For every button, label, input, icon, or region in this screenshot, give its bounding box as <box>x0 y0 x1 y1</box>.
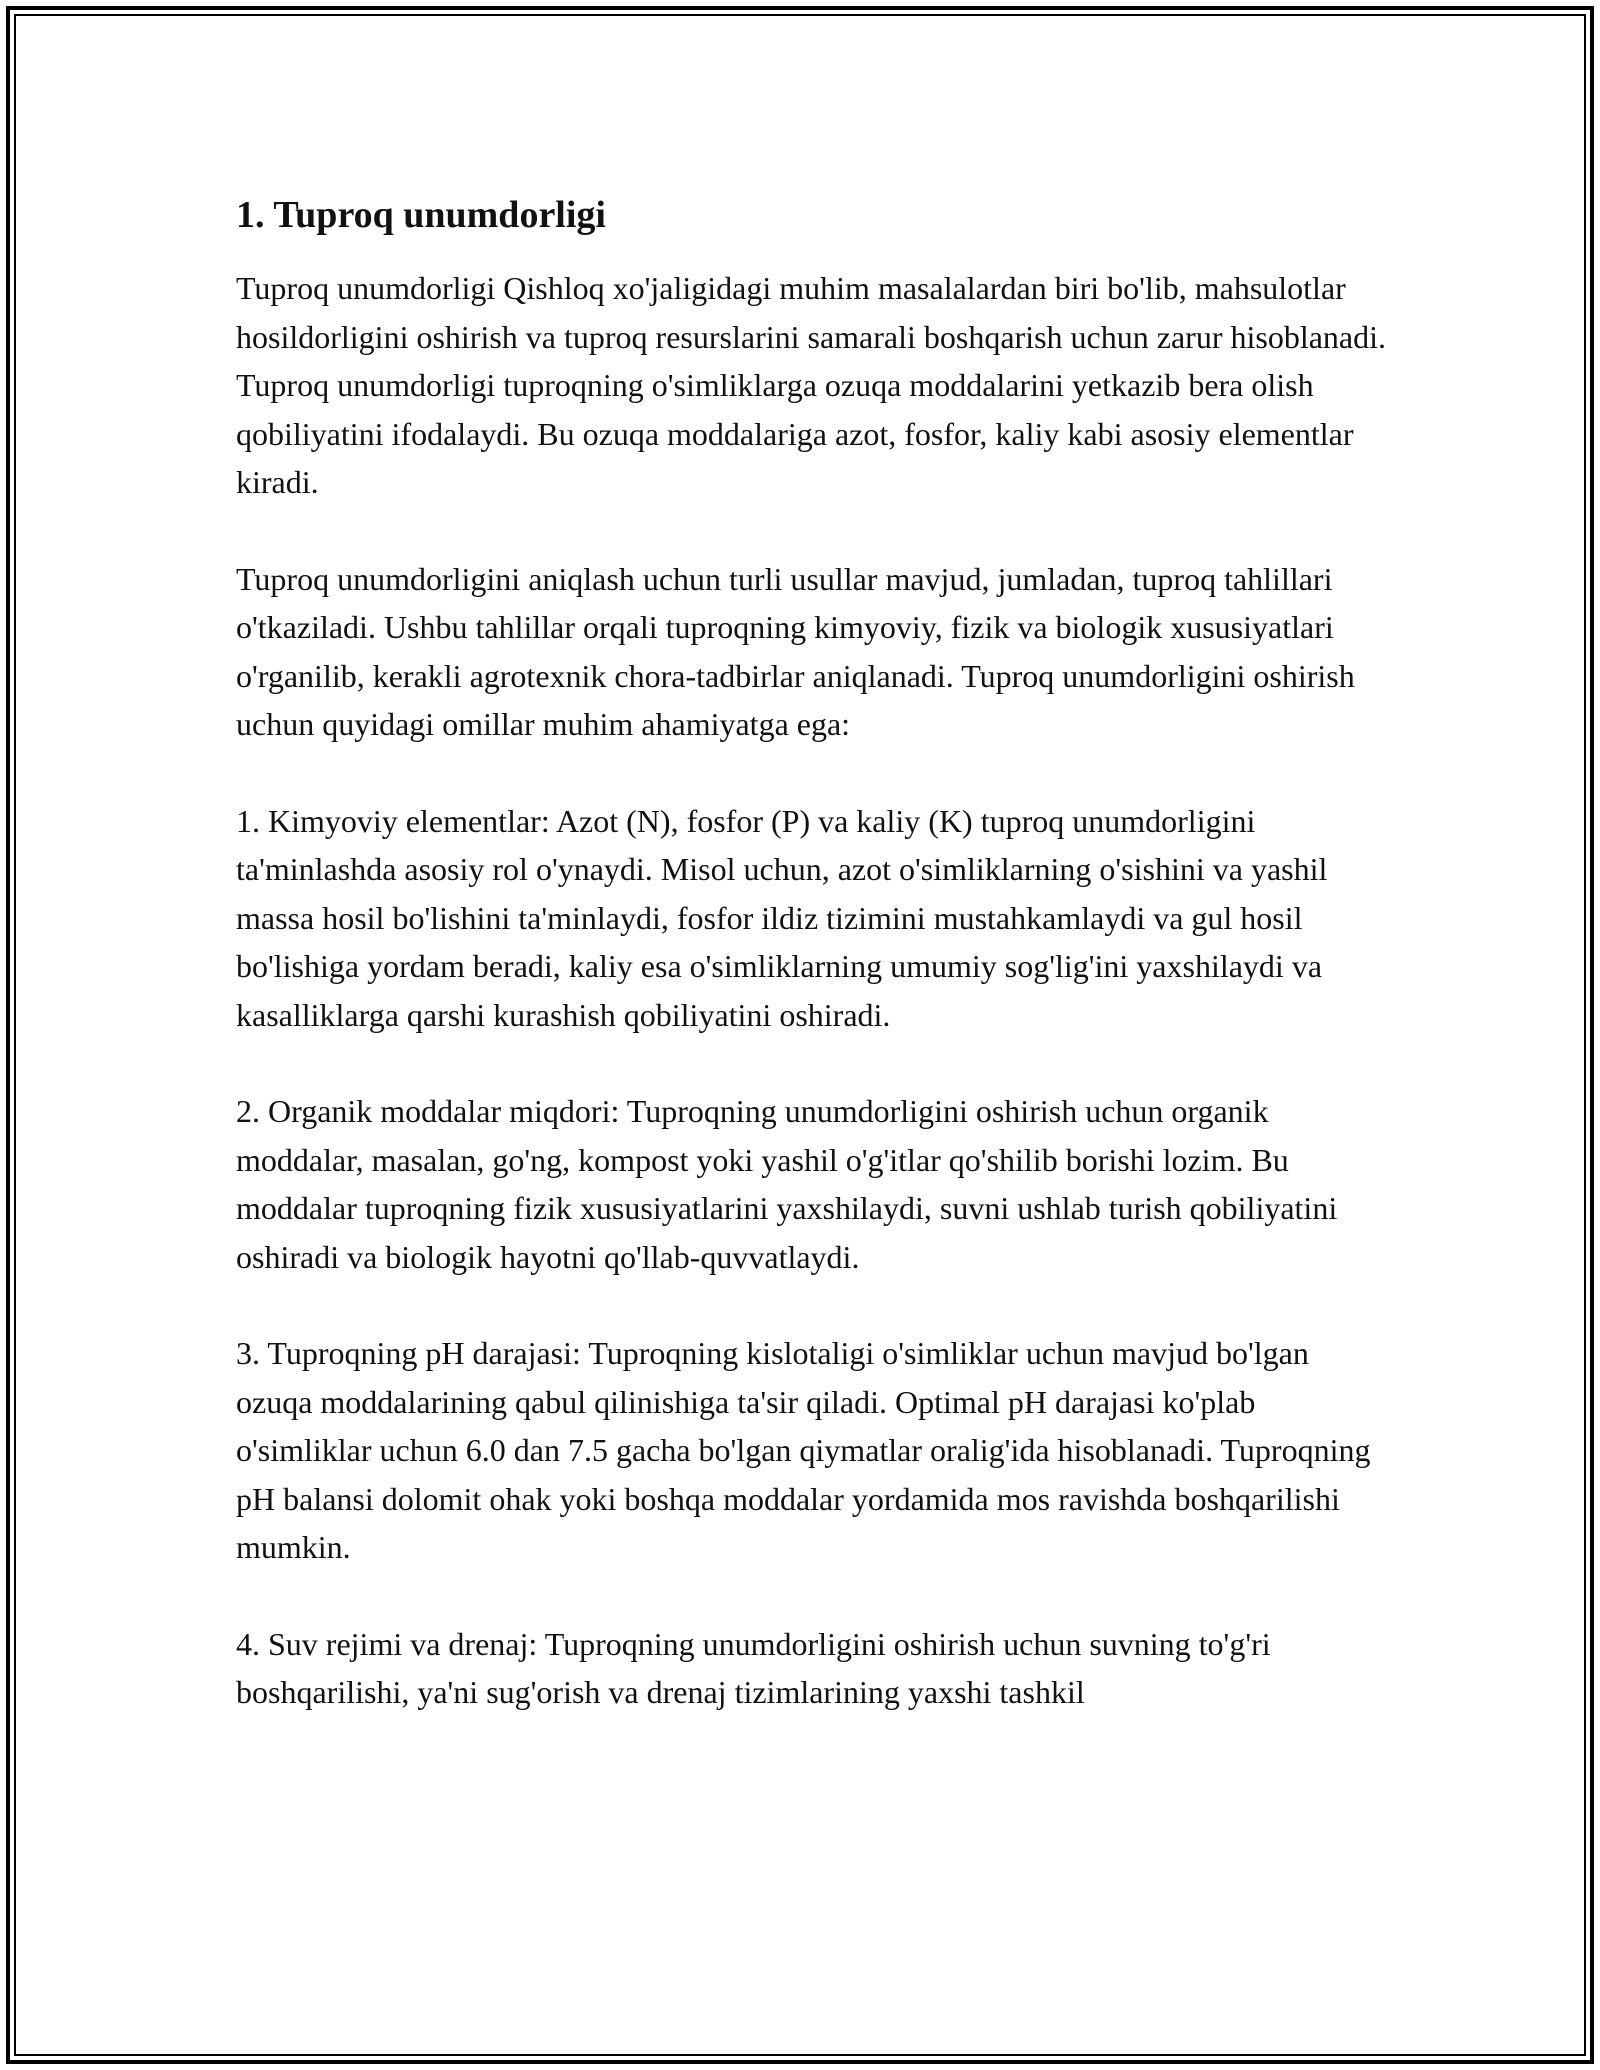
list-item-chemical-elements: 1. Kimyoviy elementlar: Azot (N), fosfor (P) va kaliy (K) tuproq unumdorligini ta'minlashda asosiy rol o'ynaydi. Misol uchun, azot o'simliklarning o'sishini va yashil massa hosil bo'lishini ta'minlaydi, fosfor ildiz tizimini mustahkamlaydi va gul hosil bo'lishiga yordam beradi, kaliy esa o'simliklarning umumiy sog'lig'ini yaxshilaydi va kasalliklarga qarshi kurashish qobiliyatini oshiradi. <box>236 802 1328 1033</box>
list-item-organic-matter: 2. Organik moddalar miqdori: Tuproqning unumdorligini oshirish uchun organik moddalar, masalan, go'ng, kompost yoki yashil o'g'itlar qo'shilib borishi lozim. Bu moddalar tuproqning fizik xususiyatlarini yaxshilaydi, suvni ushlab turish qobiliyatini oshiradi va biologik hayotni qo'llab-quvvatlaydi. <box>236 1093 1338 1275</box>
section-title: 1. Tuproq unumdorligi <box>236 194 606 236</box>
list-item-water-regime: 4. Suv rejimi va drenaj: Tuproqning unumdorligini oshirish uchun suvning to'g'ri boshqarilishi, ya'ni sug'orish va drenaj tizimlarining yaxshi tashkil <box>236 1625 1271 1710</box>
paragraph-intro: Tuproq unumdorligi Qishloq xo'jaligidagi muhim masalalardan biri bo'lib, mahsulotlar hosildorligini oshirish va tuproq resurslarini samarali boshqarish uchun zarur hisoblanadi. Tuproq unumdorligi tuproqning o'simliklarga ozuqa moddalarini yetkazib bera olish qobiliyatini ifodalaydi. Bu ozuqa moddalariga azot, fosfor, kaliy kabi asosiy elementlar kiradi. <box>236 270 1386 500</box>
list-item-soil-ph: 3. Tuproqning pH darajasi: Tuproqning kislotaligi o'simliklar uchun mavjud bo'lgan ozuqa moddalarining qabul qilinishiga ta'sir qiladi. Optimal pH darajasi ko'plab o'simliklar uchun 6.0 dan 7.5 gacha bo'lgan qiymatlar oralig'ida hisoblanadi. Tuproqning pH balansi dolomit ohak yoki boshqa moddalar yordamida mos ravishda boshqarilishi mumkin. <box>236 1335 1371 1565</box>
document-body <box>236 190 1386 1765</box>
paragraph-methods: Tuproq unumdorligini aniqlash uchun turli usullar mavjud, jumladan, tuproq tahlillari o'tkaziladi. Ushbu tahlillar orqali tuproqning kimyoviy, fizik va biologik xususiyatlari o'rganilib, kerakli agrotexnik chora-tadbirlar aniqlanadi. Tuproq unumdorligini oshirish uchun quyidagi omillar muhim ahamiyatga ega: <box>236 560 1355 742</box>
